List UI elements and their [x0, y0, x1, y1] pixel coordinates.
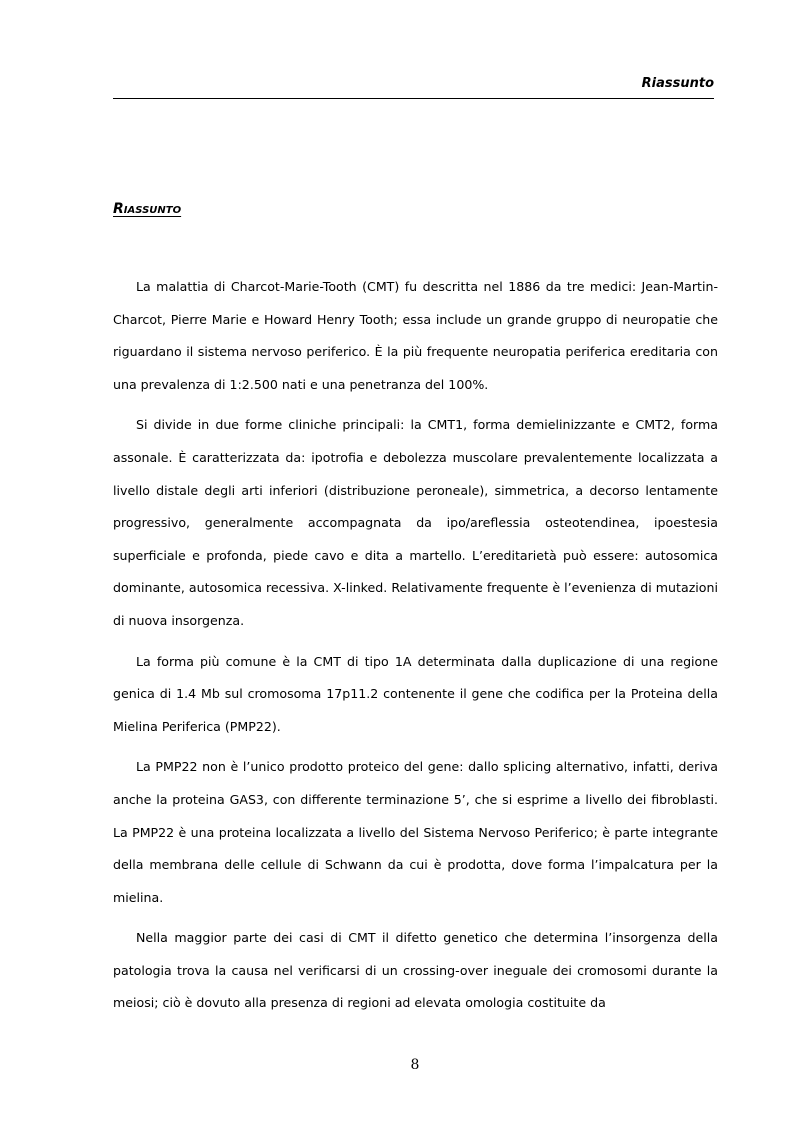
- paragraph-3: La forma più comune è la CMT di tipo 1A determinata dalla duplicazione di una regione genica di 1.4 Mb sul cromosoma 17p11.2 contenente il gene che codifica per la Proteina della Mielina Periferica (PMP22).: [113, 653, 718, 734]
- running-header-title: Riassunto: [641, 76, 714, 91]
- paragraph-4: La PMP22 non è l’unico prodotto proteico del gene: dallo splicing alternativo, infatti, deriva anche la proteina GAS3, con differente terminazione 5’, che si esprime a livello dei fibroblasti. La PMP22 è una proteina localizzata a livello del Sistema Nervoso Periferico; è parte integrante della membrana delle cellule di Schwann da cui è prodotta, dove forma l’impalcatura per la mielina.: [113, 759, 718, 905]
- header-rule: [113, 98, 714, 99]
- section-title: Riassunto: [113, 201, 182, 217]
- page-number: 8: [410, 1057, 420, 1073]
- paragraph-5: Nella maggior parte dei casi di CMT il difetto genetico che determina l’insorgenza della patologia trova la causa nel verificarsi di un crossing-over ineguale dei cromosomi durante la meiosi; ciò è dovuto alla presenza di regioni ad elevata omologia costituite da: [113, 930, 718, 1011]
- body-text: [113, 271, 718, 1028]
- paragraph-2: Si divide in due forme cliniche principali: la CMT1, forma demielinizzante e CMT2, forma assonale. È caratterizzata da: ipotrofia e debolezza muscolare prevalentemente localizzata a livello distale degli arti inferiori (distribuzione peroneale), simmetrica, a decorso lentamente progressivo, generalmente accompagnata da ipo/areflessia osteotendinea, ipoestesia superficiale e profonda, piede cavo e dita a martello. L’ereditarietà può essere: autosomica dominante, autosomica recessiva. X-linked. Relativamente frequente è l’evenienza di mutazioni di nuova insorgenza.: [113, 417, 718, 628]
- paragraph-1: La malattia di Charcot-Marie-Tooth (CMT) fu descritta nel 1886 da tre medici: Jean-Martin-Charcot, Pierre Marie e Howard Henry Tooth; essa include un grande gruppo di neuropatie che riguardano il sistema nervoso periferico. È la più frequente neuropatia periferica ereditaria con una prevalenza di 1:2.500 nati e una penetranza del 100%.: [113, 279, 718, 392]
